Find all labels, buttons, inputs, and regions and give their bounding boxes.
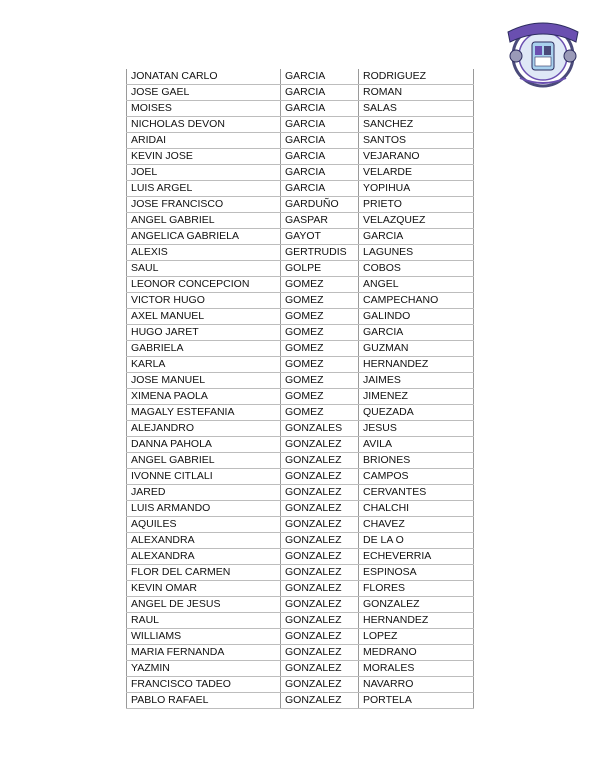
table-row bbox=[127, 165, 474, 181]
paternal-surname-cell: GONZALEZ bbox=[281, 501, 359, 517]
table-row bbox=[127, 613, 474, 629]
paternal-surname-cell: GAYOT bbox=[281, 229, 359, 245]
paternal-surname-cell: GARCIA bbox=[281, 117, 359, 133]
paternal-surname-cell: GOMEZ bbox=[281, 277, 359, 293]
first-name-cell: MAGALY ESTEFANIA bbox=[127, 405, 281, 421]
first-name-cell: ANGEL GABRIEL bbox=[127, 213, 281, 229]
paternal-surname-cell: GONZALEZ bbox=[281, 645, 359, 661]
first-name-cell: ANGEL GABRIEL bbox=[127, 453, 281, 469]
first-name-cell: YAZMIN bbox=[127, 661, 281, 677]
first-name-cell: MOISES bbox=[127, 101, 281, 117]
paternal-surname-cell: GOMEZ bbox=[281, 373, 359, 389]
maternal-surname-cell: DE LA O bbox=[359, 533, 474, 549]
maternal-surname-cell: PRIETO bbox=[359, 197, 474, 213]
paternal-surname-cell: GARCIA bbox=[281, 101, 359, 117]
paternal-surname-cell: GOMEZ bbox=[281, 293, 359, 309]
first-name-cell: NICHOLAS DEVON bbox=[127, 117, 281, 133]
table-row bbox=[127, 565, 474, 581]
first-name-cell: AXEL MANUEL bbox=[127, 309, 281, 325]
first-name-cell: DANNA PAHOLA bbox=[127, 437, 281, 453]
paternal-surname-cell: GONZALEZ bbox=[281, 677, 359, 693]
first-name-cell: ALEJANDRO bbox=[127, 421, 281, 437]
table-row bbox=[127, 501, 474, 517]
table-row bbox=[127, 325, 474, 341]
maternal-surname-cell: CHALCHI bbox=[359, 501, 474, 517]
table-row bbox=[127, 661, 474, 677]
first-name-cell: IVONNE CITLALI bbox=[127, 469, 281, 485]
maternal-surname-cell: FLORES bbox=[359, 581, 474, 597]
table-row bbox=[127, 469, 474, 485]
maternal-surname-cell: VELAZQUEZ bbox=[359, 213, 474, 229]
table-row bbox=[127, 597, 474, 613]
paternal-surname-cell: GONZALEZ bbox=[281, 597, 359, 613]
table-row bbox=[127, 117, 474, 133]
table-row bbox=[127, 85, 474, 101]
first-name-cell: LUIS ARGEL bbox=[127, 181, 281, 197]
roster-body bbox=[127, 69, 474, 709]
paternal-surname-cell: GOMEZ bbox=[281, 325, 359, 341]
table-row bbox=[127, 213, 474, 229]
maternal-surname-cell: LOPEZ bbox=[359, 629, 474, 645]
paternal-surname-cell: GONZALEZ bbox=[281, 469, 359, 485]
paternal-surname-cell: GONZALEZ bbox=[281, 453, 359, 469]
maternal-surname-cell: HERNANDEZ bbox=[359, 613, 474, 629]
first-name-cell: AQUILES bbox=[127, 517, 281, 533]
paternal-surname-cell: GOMEZ bbox=[281, 389, 359, 405]
first-name-cell: LEONOR CONCEPCION bbox=[127, 277, 281, 293]
maternal-surname-cell: ESPINOSA bbox=[359, 565, 474, 581]
table-row bbox=[127, 453, 474, 469]
paternal-surname-cell: GARCIA bbox=[281, 85, 359, 101]
first-name-cell: WILLIAMS bbox=[127, 629, 281, 645]
maternal-surname-cell: JIMENEZ bbox=[359, 389, 474, 405]
maternal-surname-cell: BRIONES bbox=[359, 453, 474, 469]
table-row bbox=[127, 133, 474, 149]
maternal-surname-cell: CHAVEZ bbox=[359, 517, 474, 533]
maternal-surname-cell: GARCIA bbox=[359, 229, 474, 245]
maternal-surname-cell: NAVARRO bbox=[359, 677, 474, 693]
maternal-surname-cell: CAMPECHANO bbox=[359, 293, 474, 309]
maternal-surname-cell: ROMAN bbox=[359, 85, 474, 101]
paternal-surname-cell: GARCIA bbox=[281, 149, 359, 165]
maternal-surname-cell: COBOS bbox=[359, 261, 474, 277]
table-row bbox=[127, 485, 474, 501]
maternal-surname-cell: GARCIA bbox=[359, 325, 474, 341]
paternal-surname-cell: GARCIA bbox=[281, 133, 359, 149]
table-row bbox=[127, 309, 474, 325]
table-row bbox=[127, 517, 474, 533]
first-name-cell: ALEXANDRA bbox=[127, 533, 281, 549]
table-row bbox=[127, 437, 474, 453]
table-row bbox=[127, 69, 474, 85]
first-name-cell: LUIS ARMANDO bbox=[127, 501, 281, 517]
paternal-surname-cell: GONZALES bbox=[281, 421, 359, 437]
paternal-surname-cell: GARCIA bbox=[281, 69, 359, 85]
paternal-surname-cell: GONZALEZ bbox=[281, 485, 359, 501]
first-name-cell: FRANCISCO TADEO bbox=[127, 677, 281, 693]
first-name-cell: ARIDAI bbox=[127, 133, 281, 149]
first-name-cell: HUGO JARET bbox=[127, 325, 281, 341]
first-name-cell: SAUL bbox=[127, 261, 281, 277]
table-row bbox=[127, 677, 474, 693]
student-roster-table bbox=[126, 69, 474, 709]
maternal-surname-cell: PORTELA bbox=[359, 693, 474, 709]
first-name-cell: JONATAN CARLO bbox=[127, 69, 281, 85]
maternal-surname-cell: YOPIHUA bbox=[359, 181, 474, 197]
maternal-surname-cell: VEJARANO bbox=[359, 149, 474, 165]
paternal-surname-cell: GONZALEZ bbox=[281, 517, 359, 533]
table-row bbox=[127, 245, 474, 261]
paternal-surname-cell: GOMEZ bbox=[281, 341, 359, 357]
first-name-cell: JOSE FRANCISCO bbox=[127, 197, 281, 213]
maternal-surname-cell: GONZALEZ bbox=[359, 597, 474, 613]
table-row bbox=[127, 149, 474, 165]
paternal-surname-cell: GOMEZ bbox=[281, 357, 359, 373]
maternal-surname-cell: MORALES bbox=[359, 661, 474, 677]
first-name-cell: FLOR DEL CARMEN bbox=[127, 565, 281, 581]
maternal-surname-cell: SALAS bbox=[359, 101, 474, 117]
table-row bbox=[127, 373, 474, 389]
maternal-surname-cell: ECHEVERRIA bbox=[359, 549, 474, 565]
first-name-cell: GABRIELA bbox=[127, 341, 281, 357]
first-name-cell: RAUL bbox=[127, 613, 281, 629]
table-row bbox=[127, 645, 474, 661]
maternal-surname-cell: HERNANDEZ bbox=[359, 357, 474, 373]
paternal-surname-cell: GASPAR bbox=[281, 213, 359, 229]
maternal-surname-cell: GUZMAN bbox=[359, 341, 474, 357]
maternal-surname-cell: CERVANTES bbox=[359, 485, 474, 501]
table-row bbox=[127, 197, 474, 213]
first-name-cell: ALEXANDRA bbox=[127, 549, 281, 565]
table-row bbox=[127, 261, 474, 277]
paternal-surname-cell: GARCIA bbox=[281, 181, 359, 197]
paternal-surname-cell: GOMEZ bbox=[281, 309, 359, 325]
paternal-surname-cell: GONZALEZ bbox=[281, 565, 359, 581]
first-name-cell: MARIA FERNANDA bbox=[127, 645, 281, 661]
first-name-cell: KEVIN JOSE bbox=[127, 149, 281, 165]
table-row bbox=[127, 229, 474, 245]
school-seal-icon bbox=[502, 12, 584, 90]
maternal-surname-cell: AVILA bbox=[359, 437, 474, 453]
table-row bbox=[127, 693, 474, 709]
maternal-surname-cell: JESUS bbox=[359, 421, 474, 437]
table-row bbox=[127, 533, 474, 549]
maternal-surname-cell: MEDRANO bbox=[359, 645, 474, 661]
first-name-cell: XIMENA PAOLA bbox=[127, 389, 281, 405]
first-name-cell: KARLA bbox=[127, 357, 281, 373]
first-name-cell: PABLO RAFAEL bbox=[127, 693, 281, 709]
table-row bbox=[127, 389, 474, 405]
paternal-surname-cell: GONZALEZ bbox=[281, 613, 359, 629]
table-row bbox=[127, 293, 474, 309]
paternal-surname-cell: GONZALEZ bbox=[281, 533, 359, 549]
maternal-surname-cell: SANTOS bbox=[359, 133, 474, 149]
paternal-surname-cell: GONZALEZ bbox=[281, 437, 359, 453]
maternal-surname-cell: SANCHEZ bbox=[359, 117, 474, 133]
table-row bbox=[127, 421, 474, 437]
first-name-cell: VICTOR HUGO bbox=[127, 293, 281, 309]
first-name-cell: JOSE MANUEL bbox=[127, 373, 281, 389]
school-logo bbox=[502, 12, 584, 90]
table-row bbox=[127, 405, 474, 421]
table-row bbox=[127, 341, 474, 357]
maternal-surname-cell: LAGUNES bbox=[359, 245, 474, 261]
paternal-surname-cell: GONZALEZ bbox=[281, 693, 359, 709]
first-name-cell: KEVIN OMAR bbox=[127, 581, 281, 597]
paternal-surname-cell: GONZALEZ bbox=[281, 549, 359, 565]
paternal-surname-cell: GONZALEZ bbox=[281, 581, 359, 597]
table-row bbox=[127, 549, 474, 565]
paternal-surname-cell: GONZALEZ bbox=[281, 629, 359, 645]
table-row bbox=[127, 581, 474, 597]
first-name-cell: ANGELICA GABRIELA bbox=[127, 229, 281, 245]
maternal-surname-cell: GALINDO bbox=[359, 309, 474, 325]
paternal-surname-cell: GOMEZ bbox=[281, 405, 359, 421]
maternal-surname-cell: RODRIGUEZ bbox=[359, 69, 474, 85]
first-name-cell: JARED bbox=[127, 485, 281, 501]
first-name-cell: JOSE GAEL bbox=[127, 85, 281, 101]
maternal-surname-cell: JAIMES bbox=[359, 373, 474, 389]
table-row bbox=[127, 357, 474, 373]
table-row bbox=[127, 629, 474, 645]
first-name-cell: ANGEL DE JESUS bbox=[127, 597, 281, 613]
paternal-surname-cell: GARCIA bbox=[281, 165, 359, 181]
maternal-surname-cell: CAMPOS bbox=[359, 469, 474, 485]
table-row bbox=[127, 181, 474, 197]
paternal-surname-cell: GERTRUDIS bbox=[281, 245, 359, 261]
maternal-surname-cell: VELARDE bbox=[359, 165, 474, 181]
maternal-surname-cell: ANGEL bbox=[359, 277, 474, 293]
table-row bbox=[127, 277, 474, 293]
first-name-cell: JOEL bbox=[127, 165, 281, 181]
paternal-surname-cell: GONZALEZ bbox=[281, 661, 359, 677]
paternal-surname-cell: GARDUÑO bbox=[281, 197, 359, 213]
first-name-cell: ALEXIS bbox=[127, 245, 281, 261]
paternal-surname-cell: GOLPE bbox=[281, 261, 359, 277]
table-row bbox=[127, 101, 474, 117]
maternal-surname-cell: QUEZADA bbox=[359, 405, 474, 421]
